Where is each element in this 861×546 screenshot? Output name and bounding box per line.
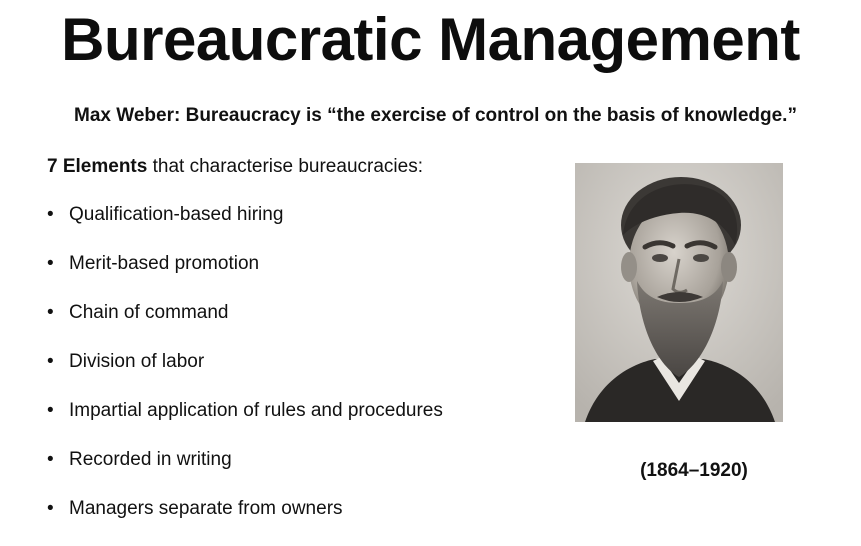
elements-intro-text: that characterise bureaucracies:: [147, 156, 423, 177]
bullet-icon: •: [47, 253, 54, 274]
list-item-text: Division of labor: [69, 351, 205, 372]
list-item-text: Chain of command: [69, 302, 229, 323]
bullet-icon: •: [47, 400, 54, 421]
list-item-text: Qualification-based hiring: [69, 204, 284, 225]
list-item-text: Managers separate from owners: [69, 498, 343, 519]
slide-title: Bureaucratic Management: [61, 6, 800, 73]
list-item-text: Impartial application of rules and procedures: [69, 400, 443, 421]
weber-quote: Max Weber: Bureaucracy is “the exercise of control on the basis of knowledge.”: [74, 105, 797, 126]
max-weber-portrait: [575, 163, 783, 422]
bullet-icon: •: [47, 204, 54, 225]
bullet-icon: •: [47, 351, 54, 372]
elements-intro-bold: 7 Elements: [47, 156, 148, 177]
portrait-caption: (1864–1920): [640, 460, 748, 481]
list-item-text: Merit-based promotion: [69, 253, 260, 274]
elements-intro: [47, 155, 423, 179]
bullet-icon: •: [47, 498, 54, 519]
list-item-text: Recorded in writing: [69, 449, 232, 470]
bullet-icon: •: [47, 302, 54, 323]
bullet-icon: •: [47, 449, 54, 470]
